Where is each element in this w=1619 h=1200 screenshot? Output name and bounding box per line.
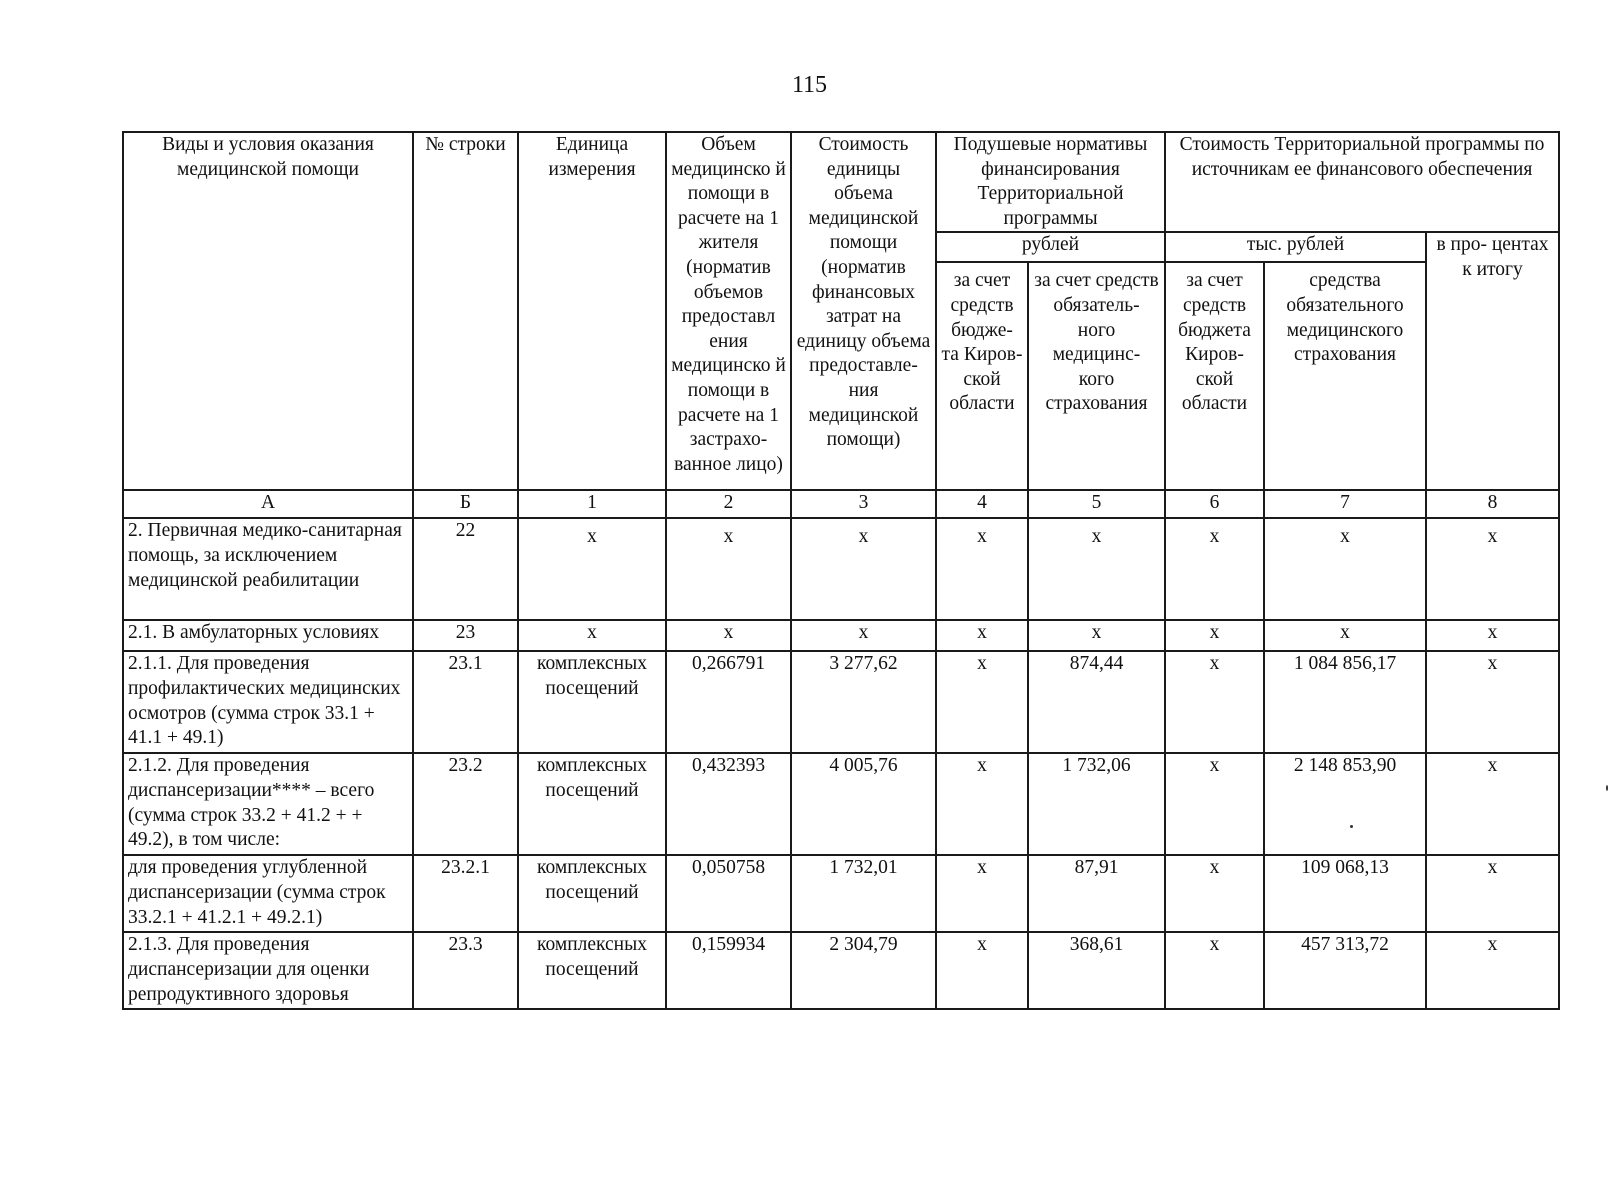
cell-volume: 0,050758 <box>666 855 791 932</box>
row-number: 23.2.1 <box>413 855 518 932</box>
cell-budget-rubles: х <box>936 620 1028 651</box>
header-oms-rubles: за счет средств обязатель- ного медицинс- кого страхования <box>1028 262 1165 490</box>
column-number: 5 <box>1028 490 1165 518</box>
row-number: 23 <box>413 620 518 651</box>
cell-percent: х <box>1426 620 1559 651</box>
table-row <box>123 620 1559 651</box>
cell-budget-rubles: х <box>936 518 1028 620</box>
header-rubles: рублей <box>936 232 1165 262</box>
table-row <box>123 518 1559 620</box>
cell-oms-thousand: 109 068,13 <box>1264 855 1426 932</box>
cell-oms-thousand: 1 084 856,17 <box>1264 651 1426 753</box>
column-number-row <box>123 490 1559 518</box>
column-number: 2 <box>666 490 791 518</box>
financing-table <box>122 131 1560 1010</box>
row-title: 2.1. В амбулаторных условиях <box>123 620 413 651</box>
cell-unit: комплексных посещений <box>518 651 666 753</box>
cell-budget-thousand: х <box>1165 753 1264 855</box>
column-number: А <box>123 490 413 518</box>
cell-unit: комплексных посещений <box>518 855 666 932</box>
header-budget-thousand: за счет средств бюджета Киров- ской области <box>1165 262 1264 490</box>
cell-cost-per-unit: х <box>791 620 936 651</box>
cell-cost-per-unit: 3 277,62 <box>791 651 936 753</box>
column-number: 6 <box>1165 490 1264 518</box>
cell-percent: х <box>1426 932 1559 1009</box>
cell-cost-per-unit: 2 304,79 <box>791 932 936 1009</box>
cell-budget-thousand: х <box>1165 855 1264 932</box>
cell-volume: 0,432393 <box>666 753 791 855</box>
header-types: Виды и условия оказания медицинской помощи <box>123 132 413 490</box>
row-number: 22 <box>413 518 518 620</box>
header-thousand-rubles: тыс. рублей <box>1165 232 1426 262</box>
cell-volume: х <box>666 620 791 651</box>
cell-unit: х <box>518 518 666 620</box>
cell-volume: 0,159934 <box>666 932 791 1009</box>
column-number: Б <box>413 490 518 518</box>
cell-oms-thousand: х <box>1264 518 1426 620</box>
column-number: 7 <box>1264 490 1426 518</box>
cell-oms-rubles: 87,91 <box>1028 855 1165 932</box>
cell-oms-thousand: х <box>1264 620 1426 651</box>
row-number: 23.1 <box>413 651 518 753</box>
cell-budget-rubles: х <box>936 855 1028 932</box>
header-cost-per-unit: Стоимость единицы объема медицинской помощи (норматив финансовых затрат на единицу объема предоставле- ния медицинской помощи) <box>791 132 936 490</box>
cell-budget-rubles: х <box>936 651 1028 753</box>
header-oms-thousand: средства обязательного медицинского страхования <box>1264 262 1426 490</box>
cell-percent: х <box>1426 518 1559 620</box>
header-unit: Единица измерения <box>518 132 666 490</box>
row-number: 23.2 <box>413 753 518 855</box>
row-title: 2. Первичная медико-санитарная помощь, за исключением медицинской реабилитации <box>123 518 413 620</box>
header-program-cost: Стоимость Территориальной программы по источникам ее финансового обеспечения <box>1165 132 1559 232</box>
header-volume: Объем медицинско й помощи в расчете на 1 жителя (норматив объемов предоставл ения медицинско й помощи в расчете на 1 застрахо- ванное лицо) <box>666 132 791 490</box>
cell-budget-thousand: х <box>1165 651 1264 753</box>
column-number: 1 <box>518 490 666 518</box>
cell-percent: х <box>1426 753 1559 855</box>
header-percent: в про- центах к итогу <box>1426 232 1559 490</box>
cell-cost-per-unit: х <box>791 518 936 620</box>
row-title: 2.1.1. Для проведения профилактических медицинских осмотров (сумма строк 33.1 + 41.1 + 49.1) <box>123 651 413 753</box>
column-number: 8 <box>1426 490 1559 518</box>
header-row-number: № строки <box>413 132 518 490</box>
row-title: для проведения углубленной диспансеризации (сумма строк 33.2.1 + 41.2.1 + 49.2.1) <box>123 855 413 932</box>
cell-volume: х <box>666 518 791 620</box>
cell-unit: комплексных посещений <box>518 932 666 1009</box>
table-row <box>123 753 1559 855</box>
header-budget-rubles: за счет средств бюдже- та Киров- ской области <box>936 262 1028 490</box>
cell-percent: х <box>1426 855 1559 932</box>
cell-budget-rubles: х <box>936 932 1028 1009</box>
cell-oms-rubles: х <box>1028 518 1165 620</box>
cell-budget-thousand: х <box>1165 932 1264 1009</box>
cell-budget-thousand: х <box>1165 620 1264 651</box>
row-title: 2.1.3. Для проведения диспансеризации для оценки репродуктивного здоровья <box>123 932 413 1009</box>
row-title: 2.1.2. Для проведения диспансеризации**** – всего (сумма строк 33.2 + 41.2 + + 49.2), в том числе: <box>123 753 413 855</box>
table-row <box>123 932 1559 1009</box>
row-number: 23.3 <box>413 932 518 1009</box>
scan-speck <box>1606 785 1608 791</box>
table-row <box>123 651 1559 753</box>
cell-oms-thousand: 2 148 853,90 <box>1264 753 1426 855</box>
column-number: 4 <box>936 490 1028 518</box>
cell-oms-thousand: 457 313,72 <box>1264 932 1426 1009</box>
cell-unit: комплексных посещений <box>518 753 666 855</box>
cell-oms-rubles: 874,44 <box>1028 651 1165 753</box>
cell-percent: х <box>1426 651 1559 753</box>
column-number: 3 <box>791 490 936 518</box>
cell-unit: х <box>518 620 666 651</box>
cell-oms-rubles: х <box>1028 620 1165 651</box>
cell-volume: 0,266791 <box>666 651 791 753</box>
scan-speck <box>1350 825 1353 828</box>
cell-budget-thousand: х <box>1165 518 1264 620</box>
cell-oms-rubles: 1 732,06 <box>1028 753 1165 855</box>
cell-cost-per-unit: 1 732,01 <box>791 855 936 932</box>
cell-budget-rubles: х <box>936 753 1028 855</box>
header-per-capita: Подушевые нормативы финансирования Территориальной программы <box>936 132 1165 232</box>
page-number: 115 <box>791 72 828 98</box>
cell-oms-rubles: 368,61 <box>1028 932 1165 1009</box>
cell-cost-per-unit: 4 005,76 <box>791 753 936 855</box>
table-row <box>123 855 1559 932</box>
